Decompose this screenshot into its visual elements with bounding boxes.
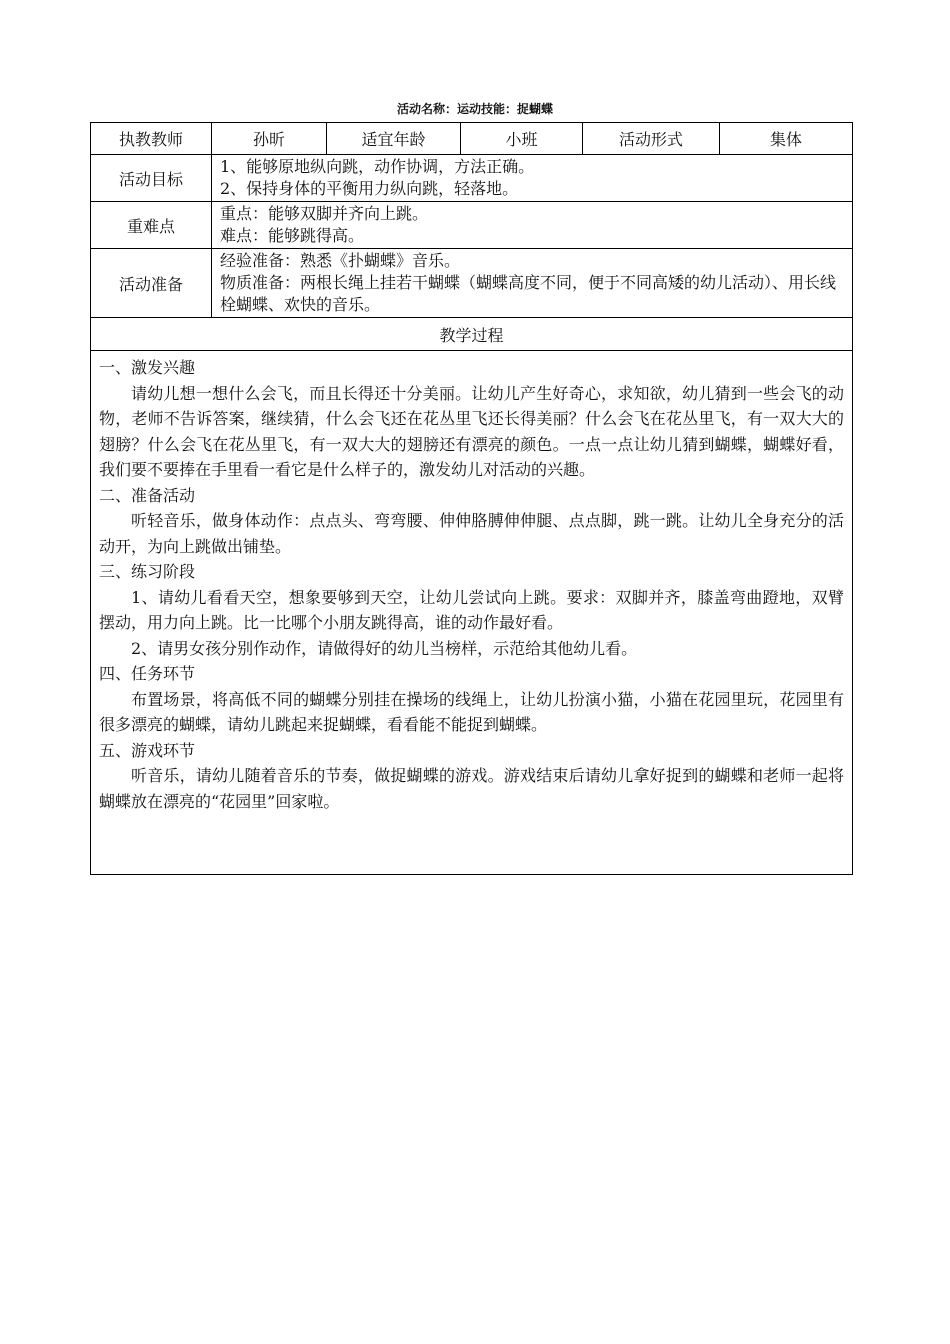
material-prep-line: 物质准备：两根长绳上挂若干蝴蝶（蝴蝶高度不同，便于不同高矮的幼儿活动）、用长线栓蝴蝶、欢快的音乐。 (220, 273, 837, 314)
form-label: 活动形式 (583, 123, 720, 155)
section-heading: 四、任务环节 (99, 664, 196, 683)
goals-label: 活动目标 (91, 155, 212, 202)
key-points-label: 重难点 (91, 202, 212, 249)
section-paragraph: 1、请幼儿看看天空，想象要够到天空，让幼儿尝试向上跳。要求：双脚并齐，膝盖弯曲蹬地，双臂摆动，用力向上跳。比一比哪个小朋友跳得高，谁的动作最好看。 (99, 587, 844, 632)
key-points-content (212, 202, 853, 249)
age-value: 小班 (461, 123, 583, 155)
experience-prep-line: 经验准备：熟悉《扑蝴蝶》音乐。 (220, 251, 461, 270)
section-paragraph: 听轻音乐，做身体动作：点点头、弯弯腰、伸伸胳膊伸伸腿、点点脚，跳一跳。让幼儿全身充分的活动开，为向上跳做出铺垫。 (99, 511, 844, 556)
header-row (91, 123, 853, 155)
difficult-point-line: 难点：能够跳得高。 (220, 226, 365, 245)
goal-line: 1、能够原地纵向跳，动作协调，方法正确。 (220, 157, 535, 176)
process-title-row (91, 318, 853, 351)
preparation-label: 活动准备 (91, 249, 212, 318)
section-heading: 三、练习阶段 (99, 562, 196, 581)
key-points-row (91, 202, 853, 249)
process-content (91, 351, 853, 875)
section-heading: 五、游戏环节 (99, 740, 196, 760)
goals-row (91, 155, 853, 202)
teacher-value: 孙昕 (212, 123, 327, 155)
key-point-line: 重点：能够双脚并齐向上跳。 (220, 204, 429, 223)
lesson-plan-table (90, 122, 853, 875)
goals-content (212, 155, 853, 202)
preparation-content (212, 249, 853, 318)
section-paragraph: 请幼儿想一想什么会飞，而且长得还十分美丽。让幼儿产生好奇心，求知欲，幼儿猜到一些会飞的动物，老师不告诉答案，继续猜，什么会飞还在花丛里飞还长得美丽？什么会飞在花丛里飞，有一双大大的翅膀？什么会飞在花丛里飞，有一双大大的翅膀还有漂亮的颜色。一点一点让幼儿猜到蝴蝶，蝴蝶好看，我们要不要捧在手里看一看它是什么样子的，激发幼儿对活动的兴趣。 (99, 383, 844, 479)
section-paragraph: 布置场景，将高低不同的蝴蝶分别挂在操场的线绳上，让幼儿扮演小猫，小猫在花园里玩，花园里有很多漂亮的蝴蝶，请幼儿跳起来捉蝴蝶，看看能不能捉到蝴蝶。 (99, 689, 844, 734)
process-title: 教学过程 (91, 318, 853, 351)
teacher-label: 执教教师 (91, 123, 212, 155)
age-label: 适宜年龄 (327, 123, 461, 155)
process-row (91, 351, 853, 875)
document-title: 活动名称：运动技能：捉蝴蝶 (396, 102, 553, 116)
section-paragraph: 听音乐，请幼儿随着音乐的节奏，做捉蝴蝶的游戏。游戏结束后请幼儿拿好捉到的蝴蝶和老师一起将蝴蝶放在漂亮的“花园里”回家啦。 (99, 766, 844, 811)
section-paragraph: 2、请男女孩分别作动作，请做得好的幼儿当榜样，示范给其他幼儿看。 (131, 638, 638, 658)
section-heading: 二、准备活动 (99, 485, 196, 505)
section-heading: 一、激发兴趣 (99, 358, 196, 377)
form-value: 集体 (720, 123, 853, 155)
preparation-row (91, 249, 853, 318)
goal-line: 2、保持身体的平衡用力纵向跳，轻落地。 (220, 179, 519, 198)
